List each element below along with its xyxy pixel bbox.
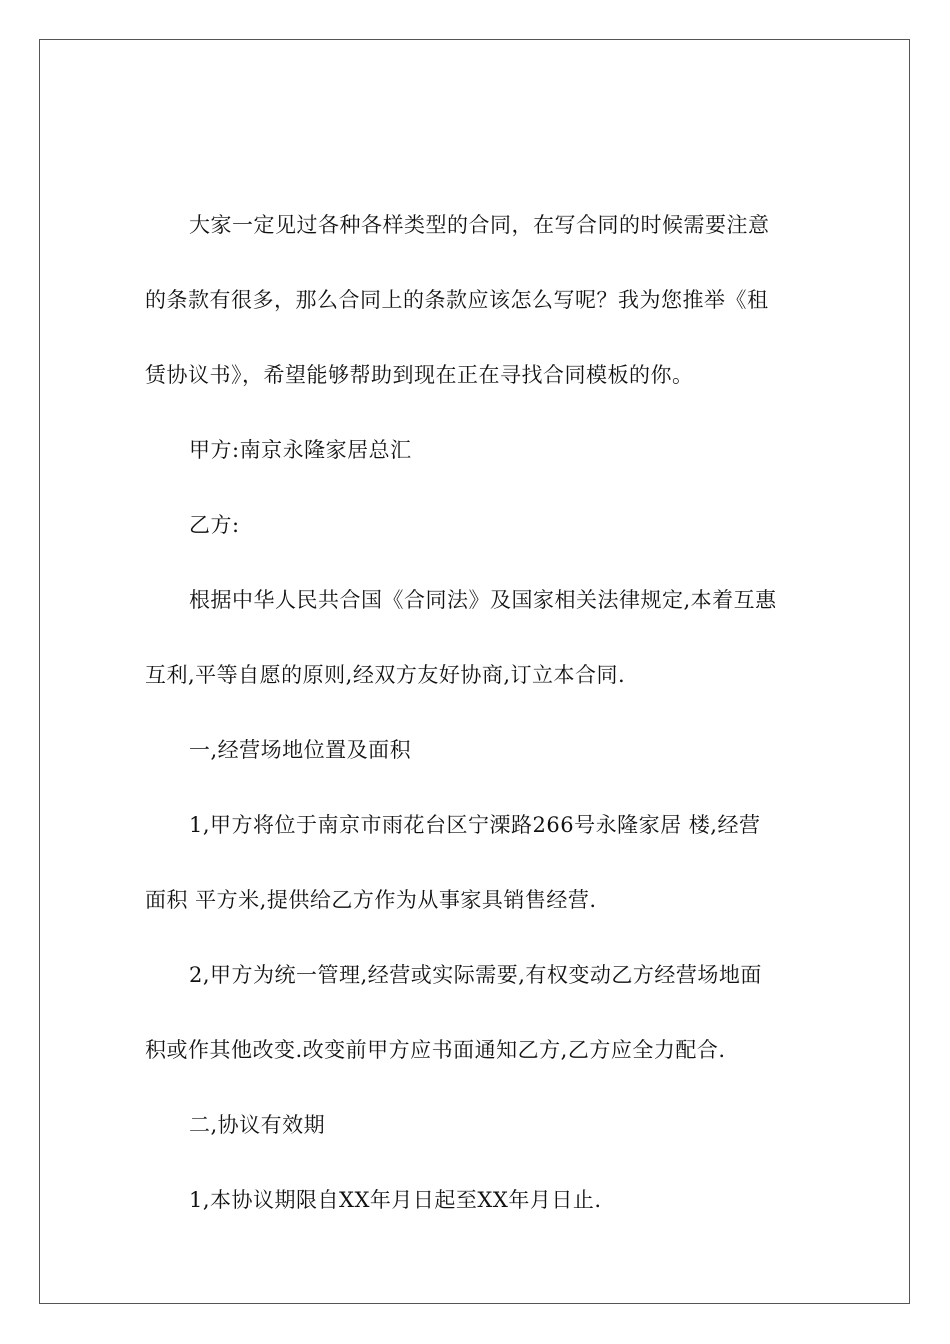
clause-1-1-line-1: 1,甲方将位于南京市雨花台区宁溧路266号永隆家居 楼,经营 — [189, 813, 761, 837]
party-a-line: 甲方:南京永隆家居总汇 — [189, 438, 412, 462]
section-1-heading: 一,经营场地位置及面积 — [189, 738, 412, 762]
clause-1-2-line-1: 2,甲方为统一管理,经营或实际需要,有权变动乙方经营场地面 — [189, 963, 762, 987]
clause-2-1-line-1: 1,本协议期限自XX年月日起至XX年月日止. — [189, 1188, 602, 1212]
intro-paragraph-line-1: 大家一定见过各种各样类型的合同，在写合同的时候需要注意 — [189, 213, 770, 237]
section-2-heading: 二,协议有效期 — [189, 1113, 326, 1137]
preamble-line-1: 根据中华人民共合国《合同法》及国家相关法律规定,本着互惠 — [189, 588, 777, 612]
clause-1-2-line-2: 积或作其他改变.改变前甲方应书面通知乙方,乙方应全力配合. — [145, 1038, 726, 1062]
party-b-line: 乙方: — [189, 513, 240, 537]
intro-paragraph-line-3: 赁协议书》，希望能够帮助到现在正在寻找合同模板的你。 — [145, 363, 694, 387]
preamble-line-2: 互利,平等自愿的原则,经双方友好协商,订立本合同. — [145, 663, 626, 687]
clause-1-1-line-2: 面积 平方米,提供给乙方作为从事家具销售经营. — [145, 888, 597, 912]
intro-paragraph-line-2: 的条款有很多，那么合同上的条款应该怎么写呢？我为您推举《租 — [145, 288, 769, 312]
